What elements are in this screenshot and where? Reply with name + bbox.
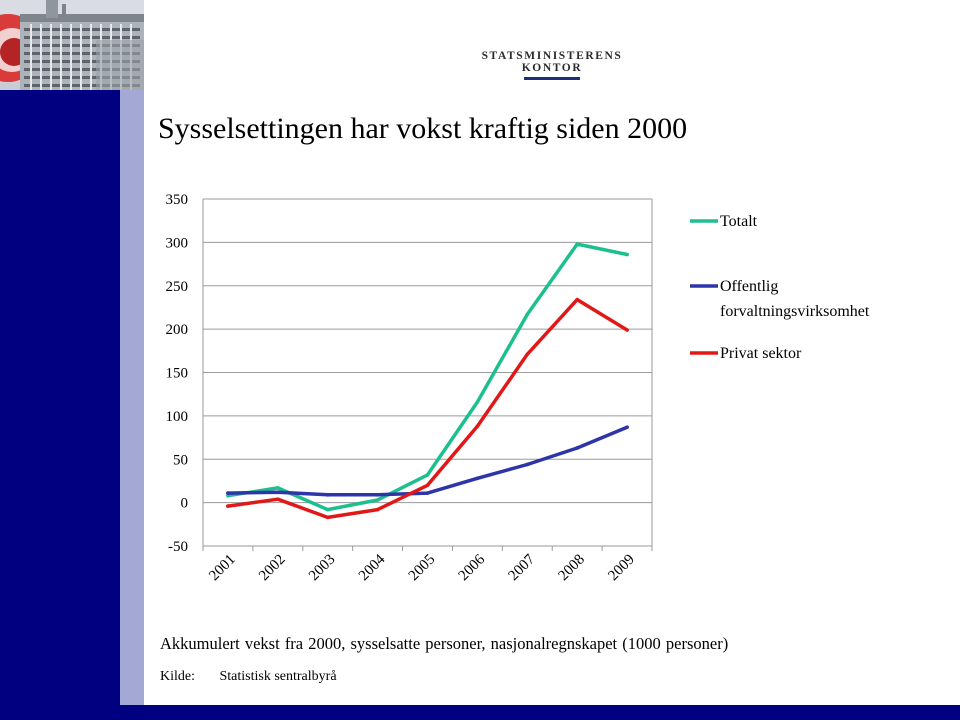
data-point — [575, 242, 579, 246]
chart-caption: Akkumulert vekst fra 2000, sysselsatte personer, nasjonalregnskapet (1000 personer) — [160, 634, 729, 653]
data-point — [525, 352, 529, 356]
data-point — [625, 253, 629, 257]
x-tick-label: 2004 — [355, 551, 389, 585]
data-point — [276, 490, 280, 494]
data-point — [276, 497, 280, 501]
source-value: Statistisk sentralbyrå — [219, 669, 337, 684]
data-point — [575, 446, 579, 450]
data-point — [525, 463, 529, 467]
data-point — [376, 508, 380, 512]
legend-label: Offentlig — [720, 278, 779, 295]
y-tick-labels — [166, 192, 189, 555]
x-tick-label: 2006 — [455, 551, 489, 585]
y-tick-label: 0 — [180, 495, 188, 512]
legend-label: Totalt — [720, 213, 758, 230]
x-tick-labels — [206, 551, 638, 584]
data-point — [476, 477, 480, 481]
data-point — [326, 516, 330, 520]
source-label: Kilde: — [160, 669, 195, 684]
data-point — [426, 483, 430, 487]
y-tick-label: 300 — [165, 235, 188, 252]
x-tick-label: 2008 — [555, 551, 588, 585]
x-tick-label: 2005 — [405, 551, 439, 585]
source-note — [160, 669, 560, 685]
y-tick-label: 350 — [165, 192, 188, 208]
y-tick-label: 100 — [165, 408, 188, 425]
chart-legend — [690, 213, 870, 362]
slide-title: Sysselsettingen har vokst kraftig siden 2000 — [158, 112, 688, 145]
series-line-0 — [228, 244, 627, 510]
legend-label: Privat sektor — [720, 345, 802, 362]
y-tick-label: 50 — [173, 452, 188, 469]
x-tick-label: 2002 — [256, 551, 289, 585]
x-tick-label: 2007 — [505, 551, 539, 585]
data-point — [476, 424, 480, 428]
data-point — [625, 328, 629, 332]
data-point — [326, 493, 330, 497]
y-tick-label: 250 — [165, 278, 188, 295]
data-point — [326, 508, 330, 512]
y-tick-label: 200 — [165, 322, 188, 339]
data-point — [226, 504, 230, 508]
org-name: STATSMINISTERENS KONTOR — [481, 50, 623, 74]
data-point — [525, 313, 529, 317]
data-point — [226, 491, 230, 495]
data-point — [426, 491, 430, 495]
data-point — [476, 400, 480, 404]
data-point — [376, 498, 380, 502]
data-point — [276, 486, 280, 490]
data-point — [426, 473, 430, 477]
chart-series — [226, 242, 629, 519]
chart-axes — [203, 199, 652, 551]
legend-label: forvaltningsvirksomhet — [720, 303, 870, 320]
y-tick-label: -50 — [168, 539, 188, 555]
data-point — [625, 425, 629, 429]
x-tick-label: 2001 — [206, 551, 239, 585]
x-tick-label: 2009 — [605, 551, 638, 585]
data-point — [376, 493, 380, 497]
x-tick-label: 2003 — [306, 551, 339, 585]
y-tick-label: 150 — [165, 365, 188, 382]
data-point — [575, 298, 579, 302]
